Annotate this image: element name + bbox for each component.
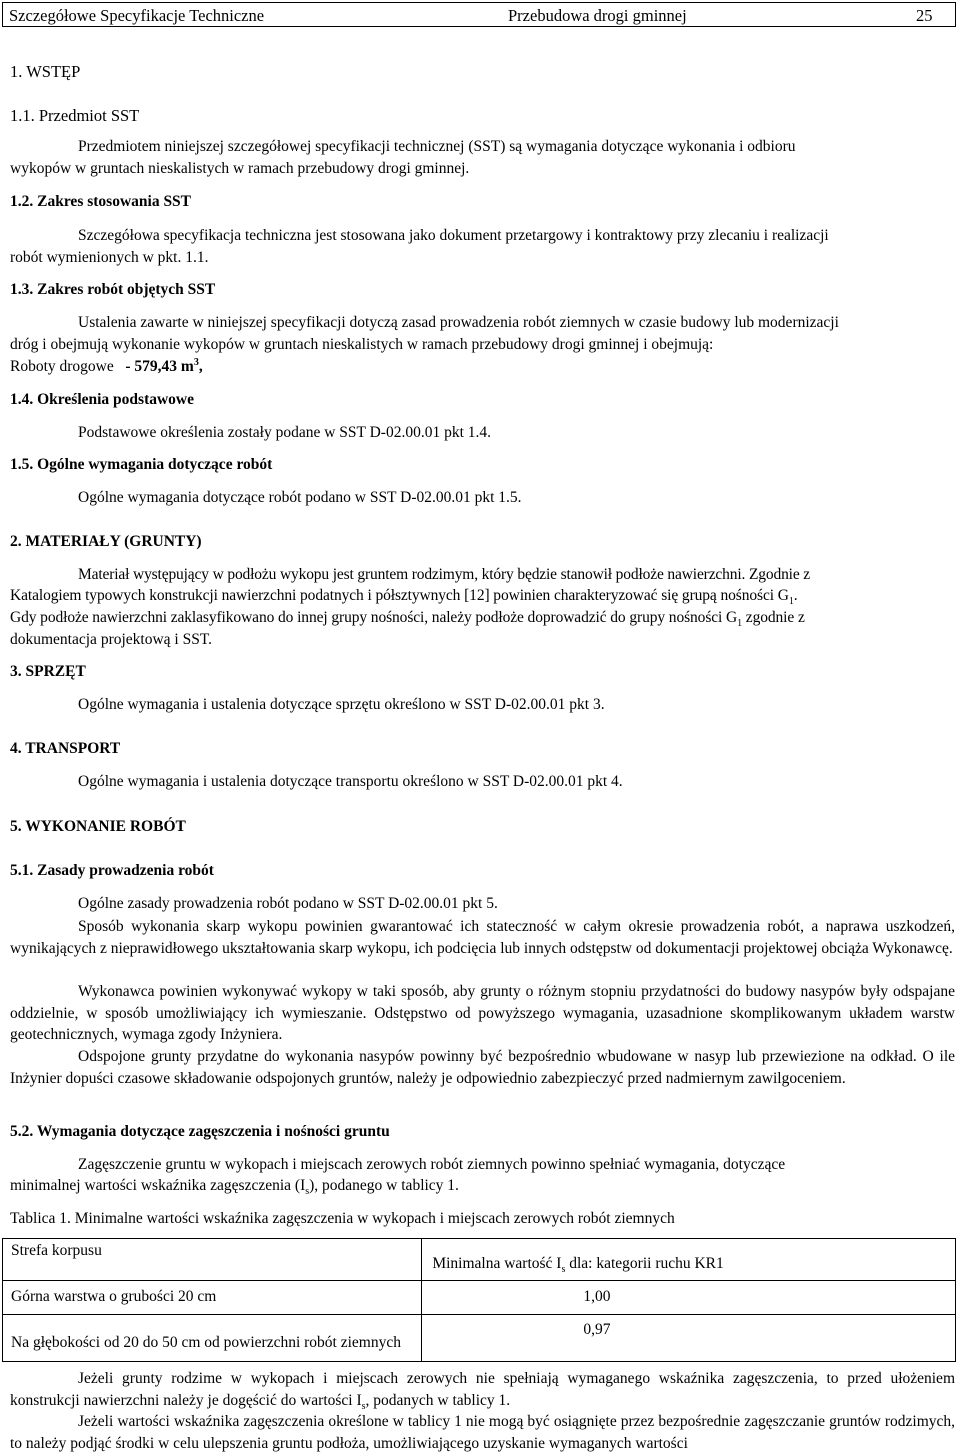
table-header-min-value: Minimalna wartość $I_s$ dla: kategorii ruchu KR1 xyxy=(422,1239,956,1281)
section-4-heading: 4. TRANSPORT xyxy=(10,740,121,757)
section-1-1-heading: 1.1. Przedmiot SST xyxy=(10,106,140,125)
section-1-1-text-line2: wykopów w gruntach nieskalistych w ramach przebudowy drogi gminnej. xyxy=(10,160,470,177)
roads-quantity-line xyxy=(10,357,203,376)
section-1-4-text: Podstawowe określenia zostały podane w SST D-02.00.01 pkt 1.4. xyxy=(78,424,491,441)
section-2-text-line1: Materiał występujący w podłożu wykopu jest gruntem rodzimym, który będzie stanowił podłoże nawierzchni. Zgodnie z xyxy=(78,566,811,583)
section-2-text-line4: dokumentacja projektową i SST. xyxy=(10,631,213,648)
roads-quantity-value: - 579,43 $m^3$, xyxy=(125,357,203,376)
section-5-1-paragraph-2: Wykonawca powinien wykonywać wykopy w taki sposób, aby grunty o różnym stopniu przydatności do budowy nasypów były odspajane oddzielnie, w sposób umożliwiający ich wymieszanie. Odstępstwo od powyższego wymagania, uzasadnione skomplikowanym układem warstw geotechnicznych, wymaga zgody Inżyniera. xyxy=(10,983,955,1043)
after-table-paragraph-2: Jeżeli wartości wskaźnika zagęszczenia określone w tablicy 1 nie mogą być osiągnięte przez bezpośrednie zagęszczanie gruntów rodzimych, to należy podjąć środki w celu ulepszenia gruntu podłoża, umożliwiającego uzyskanie wymaganych wartości xyxy=(10,1413,955,1452)
section-5-1-paragraph-3: Odspojone grunty przydatne do wykonania nasypów powinny być bezpośrednio wbudowane w nasyp lub przewiezione na odkład. O ile Inżynier dopuści czasowe składowanie odspojonych gruntów, należy je odpowiednio zabezpieczyć przed nadmiernym zawilgoceniem. xyxy=(10,1048,955,1087)
after-table-paragraph-1: Jeżeli grunty rodzime w wykopach i miejscach zerowych nie spełniają wymaganego wskaźnika zagęszczenia, to przed ułożeniem konstrukcji nawierzchni należy je dogęścić do wartości $I_s$, podanych w tablicy 1. xyxy=(10,1370,955,1412)
section-1-4-heading: 1.4. Określenia podstawowe xyxy=(10,391,195,408)
page-header xyxy=(2,2,956,27)
table-cell-value: 1,00 xyxy=(422,1281,956,1315)
section-5-2-text-line1: Zagęszczenie gruntu w wykopach i miejscach zerowych robót ziemnych powinno spełniać wymagania, dotyczące xyxy=(78,1156,786,1173)
section-4-text: Ogólne wymagania i ustalenia dotyczące transportu określono w SST D-02.00.01 pkt 4. xyxy=(78,773,623,790)
section-5-1-heading: 5.1. Zasady prowadzenia robót xyxy=(10,862,214,879)
section-5-heading: 5. WYKONANIE ROBÓT xyxy=(10,818,186,835)
section-2-text-line2: Katalogiem typowych konstrukcji nawierzchni podatnych i półsztywnych [12] powinien charakteryzować się grupą nośności $G_1$. xyxy=(10,587,798,608)
table-header-row xyxy=(3,1239,956,1281)
compaction-table xyxy=(2,1238,956,1362)
table-caption: Tablica 1. Minimalne wartości wskaźnika zagęszczenia w wykopach i miejscach zerowych robót ziemnych xyxy=(10,1210,675,1227)
section-1-2-text-line1: Szczegółowa specyfikacja techniczna jest stosowana jako dokument przetargowy i kontraktowy przy zlecaniu i realizacji xyxy=(78,227,829,244)
table-row xyxy=(3,1315,956,1362)
section-3-text: Ogólne wymagania i ustalenia dotyczące sprzętu określono w SST D-02.00.01 pkt 3. xyxy=(78,696,605,713)
section-1-1-text-line1: Przedmiotem niniejszej szczegółowej specyfikacji technicznej (SST) są wymagania dotyczące wykonania i odbioru xyxy=(78,138,796,155)
section-1-3-heading: 1.3. Zakres robót objętych SST xyxy=(10,281,216,298)
section-1-2-text-line2: robót wymienionych w pkt. 1.1. xyxy=(10,249,209,266)
header-project-title: Przebudowa drogi gminnej xyxy=(508,6,687,25)
section-5-2-heading: 5.2. Wymagania dotyczące zagęszczenia i nośności gruntu xyxy=(10,1123,390,1140)
section-1-2-heading: 1.2. Zakres stosowania SST xyxy=(10,193,192,210)
section-5-1-paragraph-1: Sposób wykonania skarp wykopu powinien gwarantować ich stateczność w całym okresie prowadzenia robót, a naprawa uszkodzeń, wynikających z nieprawidłowego ukształtowania skarp wykopu, ich podcięcia lub innych odstępstw od dokumentacji projektowej obciąża Wykonawcę. xyxy=(10,918,955,957)
table-cell-zone: Na głębokości od 20 do 50 cm od powierzchni robót ziemnych xyxy=(3,1315,422,1362)
section-5-2-text-line2: minimalnej wartości wskaźnika zagęszczenia $(I_s)$, podanego w tablicy 1. xyxy=(10,1177,459,1198)
table-row xyxy=(3,1281,956,1315)
table-header-zone: Strefa korpusu xyxy=(3,1239,422,1281)
roads-quantity-label: Roboty drogowe xyxy=(10,358,114,376)
table-cell-value: 0,97 xyxy=(422,1315,956,1362)
section-1-5-heading: 1.5. Ogólne wymagania dotyczące robót xyxy=(10,456,273,473)
section-1-3-text-line2: dróg i obejmują wykonanie wykopów w gruntach nieskalistych w ramach przebudowy drogi gminnej i obejmują: xyxy=(10,336,714,353)
header-doc-title: Szczegółowe Specyfikacje Techniczne xyxy=(9,6,265,25)
section-1-heading: 1. WSTĘP xyxy=(10,62,81,81)
section-3-heading: 3. SPRZĘT xyxy=(10,663,86,680)
page-number: 25 xyxy=(916,6,933,25)
section-2-text-line3: Gdy podłoże nawierzchni zaklasyfikowano do innej grupy nośności, należy podłoże doprowadzić do grupy nośności $G_1$ zgodnie z xyxy=(10,609,805,630)
section-1-5-text: Ogólne wymagania dotyczące robót podano w SST D-02.00.01 pkt 1.5. xyxy=(78,489,522,506)
section-2-heading: 2. MATERIAŁY (GRUNTY) xyxy=(10,533,202,550)
section-1-3-text-line1: Ustalenia zawarte w niniejszej specyfikacji dotyczą zasad prowadzenia robót ziemnych w czasie budowy lub modernizacji xyxy=(78,314,839,331)
table-cell-zone: Górna warstwa o grubości 20 cm xyxy=(3,1281,422,1315)
section-5-1-intro: Ogólne zasady prowadzenia robót podano w SST D-02.00.01 pkt 5. xyxy=(78,895,498,912)
